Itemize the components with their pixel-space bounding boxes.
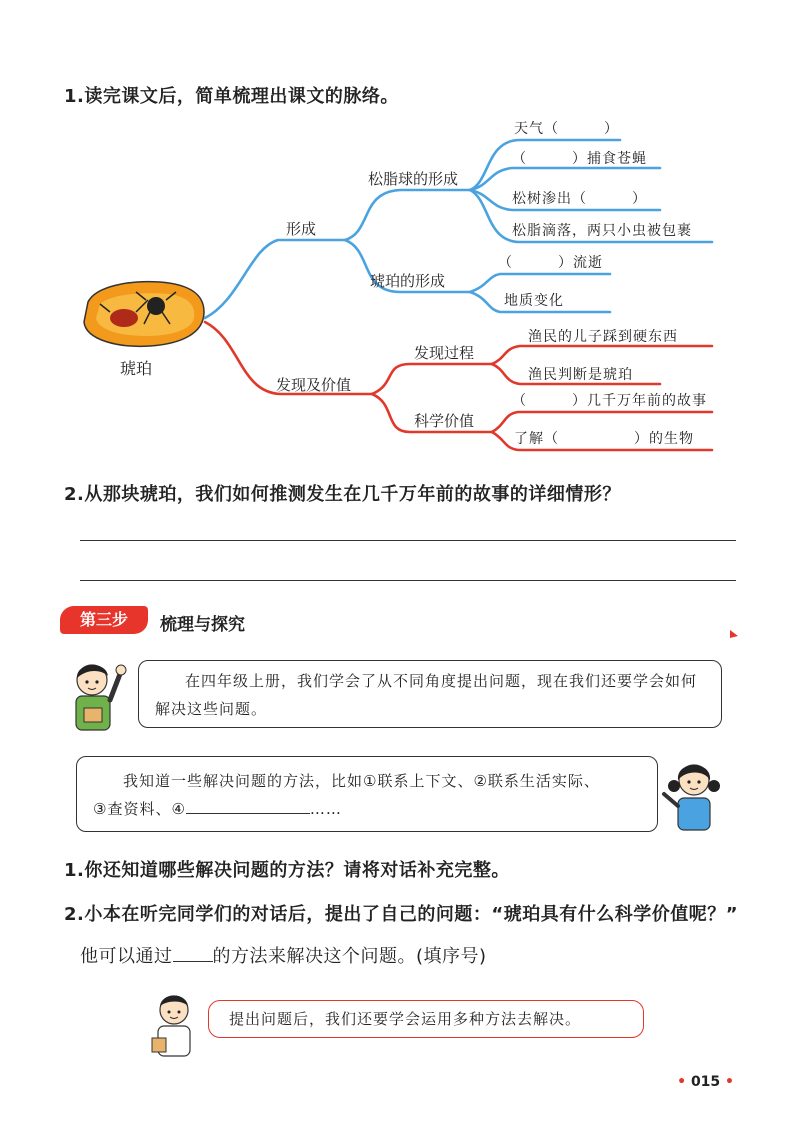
leaf-fly: （ ）捕食苍蝇 [512, 151, 647, 167]
question-4-line2a: 他可以通过 [80, 946, 173, 967]
section-title: 梳理与探究 [160, 615, 245, 635]
leaf-boy: 渔民的儿子踩到硬东西 [528, 329, 678, 345]
dialog-text-2-line2a: ③查资料、④ [93, 800, 186, 818]
number-blank[interactable] [173, 943, 213, 962]
question-4-line1: 2.小本在听完同学们的对话后，提出了自己的问题：“琥珀具有什么科学价值呢？” [64, 904, 739, 925]
dialog-text-2-line1: 我知道一些解决问题的方法，比如①联系上下文、②联系生活实际、 [123, 772, 600, 790]
sub-amber-formation: 琥珀的形成 [370, 272, 446, 290]
leaf-time: （ ）流逝 [498, 255, 603, 271]
question-2: 2.从那块琥珀，我们如何推测发生在几千万年前的故事的详细情形？ [64, 484, 621, 505]
answer-line-2[interactable] [80, 580, 736, 581]
leaf-learn: 了解（ ）的生物 [514, 431, 694, 447]
question-1: 1.读完课文后，简单梳理出课文的脉络。 [64, 86, 399, 107]
leaf-pine: 松树渗出（ ） [512, 191, 647, 207]
sub-science-value: 科学价值 [414, 412, 475, 430]
boy-avatar [66, 654, 132, 734]
sub-resin-formation: 松脂球的形成 [368, 170, 459, 188]
dialog-bubble-1 [138, 660, 722, 728]
branch-formation: 形成 [286, 220, 317, 238]
dialog-text-2-line2b: …… [309, 800, 342, 818]
page-number-value: 015 [690, 1074, 721, 1090]
question-4-line2b: 的方法来解决这个问题。(填序号) [212, 946, 487, 967]
boy-avatar-2 [148, 986, 204, 1060]
page-number: • 015 • [677, 1074, 734, 1090]
question-3: 1.你还知道哪些解决问题的方法？请将对话补充完整。 [64, 860, 510, 881]
tip-bubble [208, 1000, 644, 1038]
section-tag: 第三步 [60, 606, 148, 634]
dialog-text-1: 在四年级上册，我们学会了从不同角度提出问题，现在我们还要学会如何解决这些问题。 [155, 672, 698, 718]
leaf-geology: 地质变化 [504, 293, 564, 309]
amber-illustration [84, 282, 204, 347]
girl-avatar [660, 752, 728, 834]
tip-text: 提出问题后，我们还要学会运用多种方法去解决。 [229, 1010, 582, 1028]
sub-discovery: 发现过程 [414, 344, 475, 362]
method-blank[interactable] [186, 795, 310, 814]
mindmap-root: 琥珀 [120, 359, 153, 378]
answer-line-1[interactable] [80, 540, 736, 541]
leaf-weather: 天气（ ） [514, 121, 619, 137]
leaf-drop: 松脂滴落，两只小虫被包裹 [512, 223, 692, 239]
leaf-judge: 渔民判断是琥珀 [528, 367, 633, 383]
dialog-bubble-2 [76, 756, 658, 832]
branch-discovery-value: 发现及价值 [276, 376, 352, 394]
leaf-story: （ ）几千万年前的故事 [512, 393, 707, 409]
